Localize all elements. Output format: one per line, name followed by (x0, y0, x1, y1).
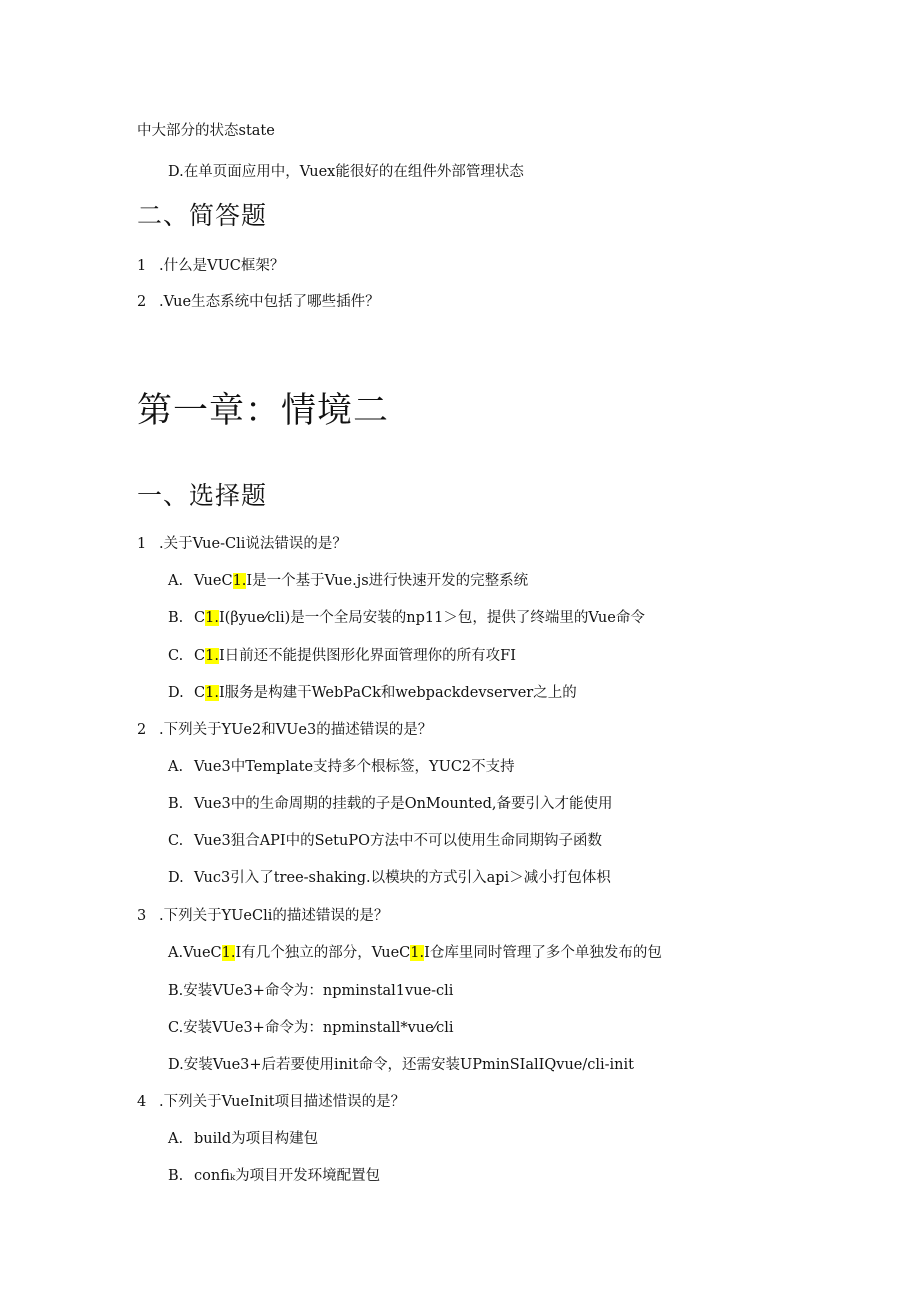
q2-option-b (168, 794, 612, 814)
question-text: .Vue生态系统中包括了哪些插件？ (159, 294, 380, 310)
option-text: Vue3狙合API中的SetuPO方法中不可以使用生命同期钩子函数 (194, 833, 602, 849)
option-label: D. (168, 870, 184, 886)
q1-option-b (168, 608, 645, 628)
option-text: Vue3中的生命周期的挂载的子是OnMounted,备要引入才能使用 (194, 796, 613, 812)
option-text-post: I服务是构建干WebPaCk和webpackdevserver之上的 (218, 685, 577, 701)
option-label: C. (168, 648, 184, 664)
option-label: B. (168, 796, 184, 812)
highlight-mark: 1. (205, 648, 219, 664)
option-text: Vuc3引入了tree-shaking.以模块的方式引入api＞减小打包体枳 (194, 870, 611, 886)
q2-option-c (168, 831, 602, 851)
highlight-mark: 1. (221, 945, 236, 961)
question-number: 4 (137, 1094, 147, 1110)
option-text-pre: VueC (194, 573, 233, 589)
continuation-line: 中大部分的状态state (137, 123, 275, 139)
option-text-post: I仓库里同时管理了多个单独发布的包 (424, 945, 662, 961)
highlight-mark: 1. (205, 685, 219, 701)
option-text-pre: C (194, 610, 206, 626)
q1-option-a (168, 571, 528, 591)
option-text-post: I(βyue⁄cli)是一个全局安装的np11＞包，提供了终端里的Vue命令 (218, 610, 645, 626)
option-text-pre: C (194, 648, 206, 664)
choice-question-3 (137, 906, 388, 926)
option-text: Vue3中Template支持多个根标签，YUC2不支持 (194, 759, 515, 775)
option-text-pre: C (194, 685, 206, 701)
option-text-mid: I有几个独立的部分，VueC (235, 945, 411, 961)
short-question-1 (137, 256, 284, 276)
short-question-2 (137, 292, 380, 312)
option-label: D. (168, 685, 184, 701)
highlight-mark: 1. (410, 945, 425, 961)
option-label: A. (168, 573, 184, 589)
q3-option-d: D.安装Vue3+后若要使用init命令，还需安装UPminSIalIQvue/cli-init (168, 1057, 634, 1073)
option-label: C. (168, 833, 184, 849)
question-number: 3 (137, 908, 147, 924)
choice-question-4 (137, 1092, 405, 1112)
q2-option-d (168, 868, 611, 888)
question-number: 1 (137, 536, 147, 552)
option-text-post: I是一个基于Vue.js进行快速开发的完整系统 (246, 573, 529, 589)
option-label: B. (168, 610, 184, 626)
question-text: .关于Vue-Cli说法错误的是？ (159, 536, 347, 552)
highlight-mark: 1. (205, 610, 219, 626)
option-text: confiₖ为项目开发环境配置包 (194, 1168, 381, 1184)
option-text: build为项目构建包 (194, 1131, 319, 1147)
option-label: A. (168, 1131, 184, 1147)
option-text-pre: A.VueC (168, 945, 222, 961)
option-d-continuation: D.在单页面应用中，Vuex能很好的在组件外部管理状态 (168, 164, 524, 180)
q2-option-a (168, 757, 515, 777)
question-text: .下列关于YUe2和VUe3的描述错误的是？ (159, 722, 433, 738)
q4-option-b (168, 1166, 380, 1186)
section-heading-choice: 一、选择题 (137, 481, 268, 510)
q3-option-a (168, 943, 662, 963)
q4-option-a (168, 1129, 318, 1149)
option-text-post: I日前还不能提供图形化界面管理你的所有攻FI (218, 648, 516, 664)
choice-question-2 (137, 720, 432, 740)
choice-question-1 (137, 534, 347, 554)
question-number: 2 (137, 722, 147, 738)
q3-option-b: B.安装VUe3+命令为：npminstal1vue-cli (168, 983, 454, 999)
q1-option-d (168, 683, 577, 703)
question-number: 2 (137, 294, 147, 310)
option-label: A. (168, 759, 184, 775)
option-label: B. (168, 1168, 184, 1184)
question-text: .什么是VUC框架？ (159, 258, 285, 274)
question-text: .下列关于YUeCli的描述错误的是？ (159, 908, 389, 924)
section-heading-short-answer: 二、简答题 (137, 201, 268, 230)
question-number: 1 (137, 258, 147, 274)
highlight-mark: 1. (232, 573, 247, 589)
q3-option-c: C.安装VUe3+命令为：npminstall*vue⁄cli (168, 1020, 454, 1036)
question-text: .下列关于VueInit项目描述惜误的是？ (159, 1094, 406, 1110)
chapter-title: 第一章：情境二 (137, 391, 390, 431)
q1-option-c (168, 646, 516, 666)
